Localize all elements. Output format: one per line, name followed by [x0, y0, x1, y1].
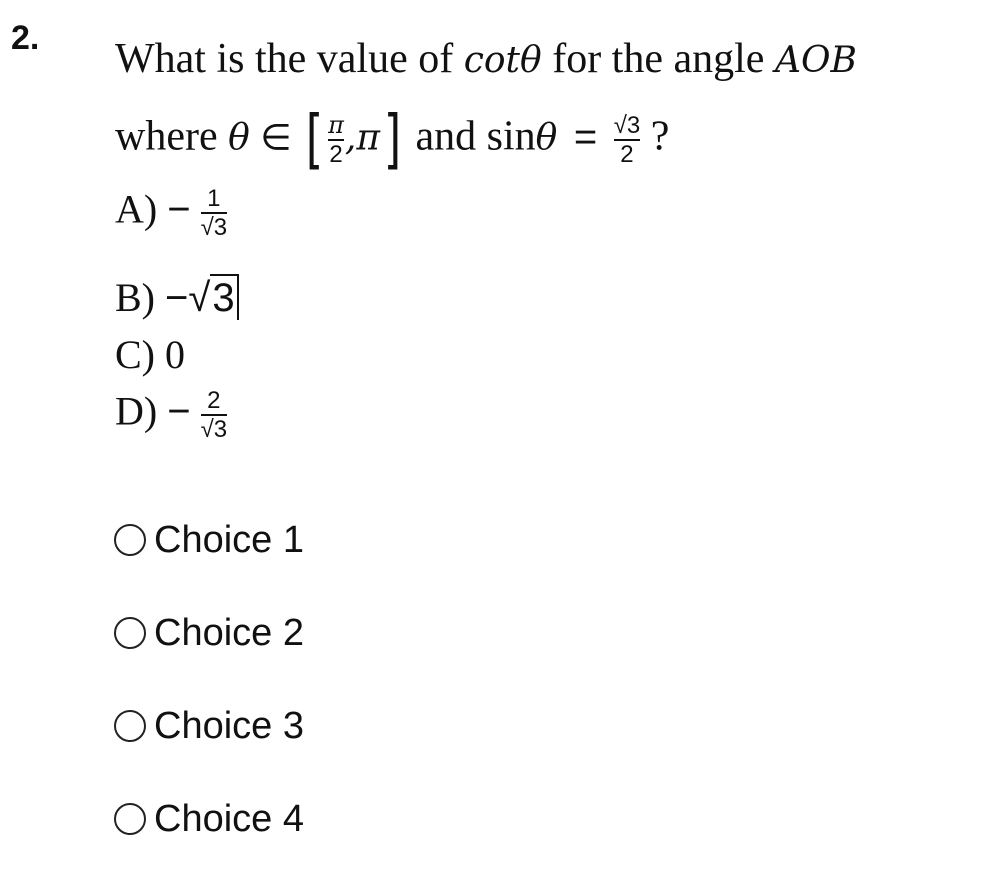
- and-sin-text: and sin: [415, 113, 536, 160]
- option-b: [115, 276, 239, 320]
- choice-2-label[interactable]: Choice 2: [154, 611, 304, 654]
- choice-1[interactable]: [114, 518, 304, 562]
- option-a: [115, 186, 227, 240]
- theta-symbol-2: θ: [535, 117, 558, 159]
- option-c: [115, 333, 185, 377]
- choice-1-label[interactable]: Choice 1: [154, 518, 304, 561]
- choice-3-label[interactable]: Choice 3: [154, 704, 304, 747]
- theta-symbol: θ: [228, 117, 250, 159]
- option-b-sign: −√: [165, 276, 211, 320]
- element-of-symbol: ∈: [260, 116, 292, 158]
- question-mark: ?: [650, 113, 670, 160]
- option-d: [115, 388, 227, 442]
- choice-2[interactable]: [114, 611, 304, 655]
- choice-4[interactable]: [114, 797, 304, 841]
- option-a-sign: −: [167, 187, 191, 232]
- equals-sign: =: [573, 114, 598, 159]
- interval-end: π: [356, 117, 381, 159]
- option-d-label: D): [115, 388, 158, 434]
- question-number: 2.: [11, 19, 40, 57]
- option-d-denominator: √3: [200, 416, 228, 444]
- question-text-middle: for the angle: [541, 36, 775, 82]
- angle-name: AOB: [774, 40, 857, 81]
- option-d-fraction: [201, 388, 228, 442]
- option-b-radicand: [210, 276, 238, 320]
- option-d-sign: −: [167, 389, 191, 434]
- option-b-label: B): [115, 275, 155, 320]
- cot-expression: cotθ: [463, 40, 542, 81]
- interval-numerator: π: [328, 110, 344, 139]
- interval-denominator: 2: [329, 141, 343, 168]
- where-text: where: [115, 113, 229, 160]
- radio-button-3[interactable]: [114, 710, 146, 742]
- option-a-denominator: √3: [200, 214, 228, 242]
- radio-button-2[interactable]: [114, 617, 146, 649]
- option-d-numerator: 2: [207, 387, 221, 414]
- interval-separator: ,: [344, 117, 357, 159]
- radio-button-4[interactable]: [114, 803, 146, 835]
- option-c-value: 0: [165, 332, 185, 377]
- radio-button-1[interactable]: [114, 524, 146, 556]
- sine-value-denominator: 2: [620, 141, 634, 168]
- left-bracket: [: [305, 103, 324, 177]
- option-c-label: C): [115, 332, 155, 377]
- choice-3[interactable]: [114, 704, 304, 748]
- choice-4-label[interactable]: Choice 4: [154, 797, 304, 840]
- option-a-numerator: 1: [207, 185, 221, 212]
- question-line-2: [115, 103, 670, 177]
- right-bracket: ]: [383, 103, 402, 177]
- sine-value-fraction: [614, 113, 641, 167]
- radicand-value: 3: [210, 274, 238, 320]
- option-a-label: A): [115, 186, 158, 232]
- interval-fraction: [328, 110, 344, 168]
- sine-value-numerator: √3: [613, 111, 641, 139]
- question-text-prefix: What is the value of: [115, 36, 464, 82]
- question-line-1: [115, 34, 857, 86]
- option-a-fraction: [201, 186, 228, 240]
